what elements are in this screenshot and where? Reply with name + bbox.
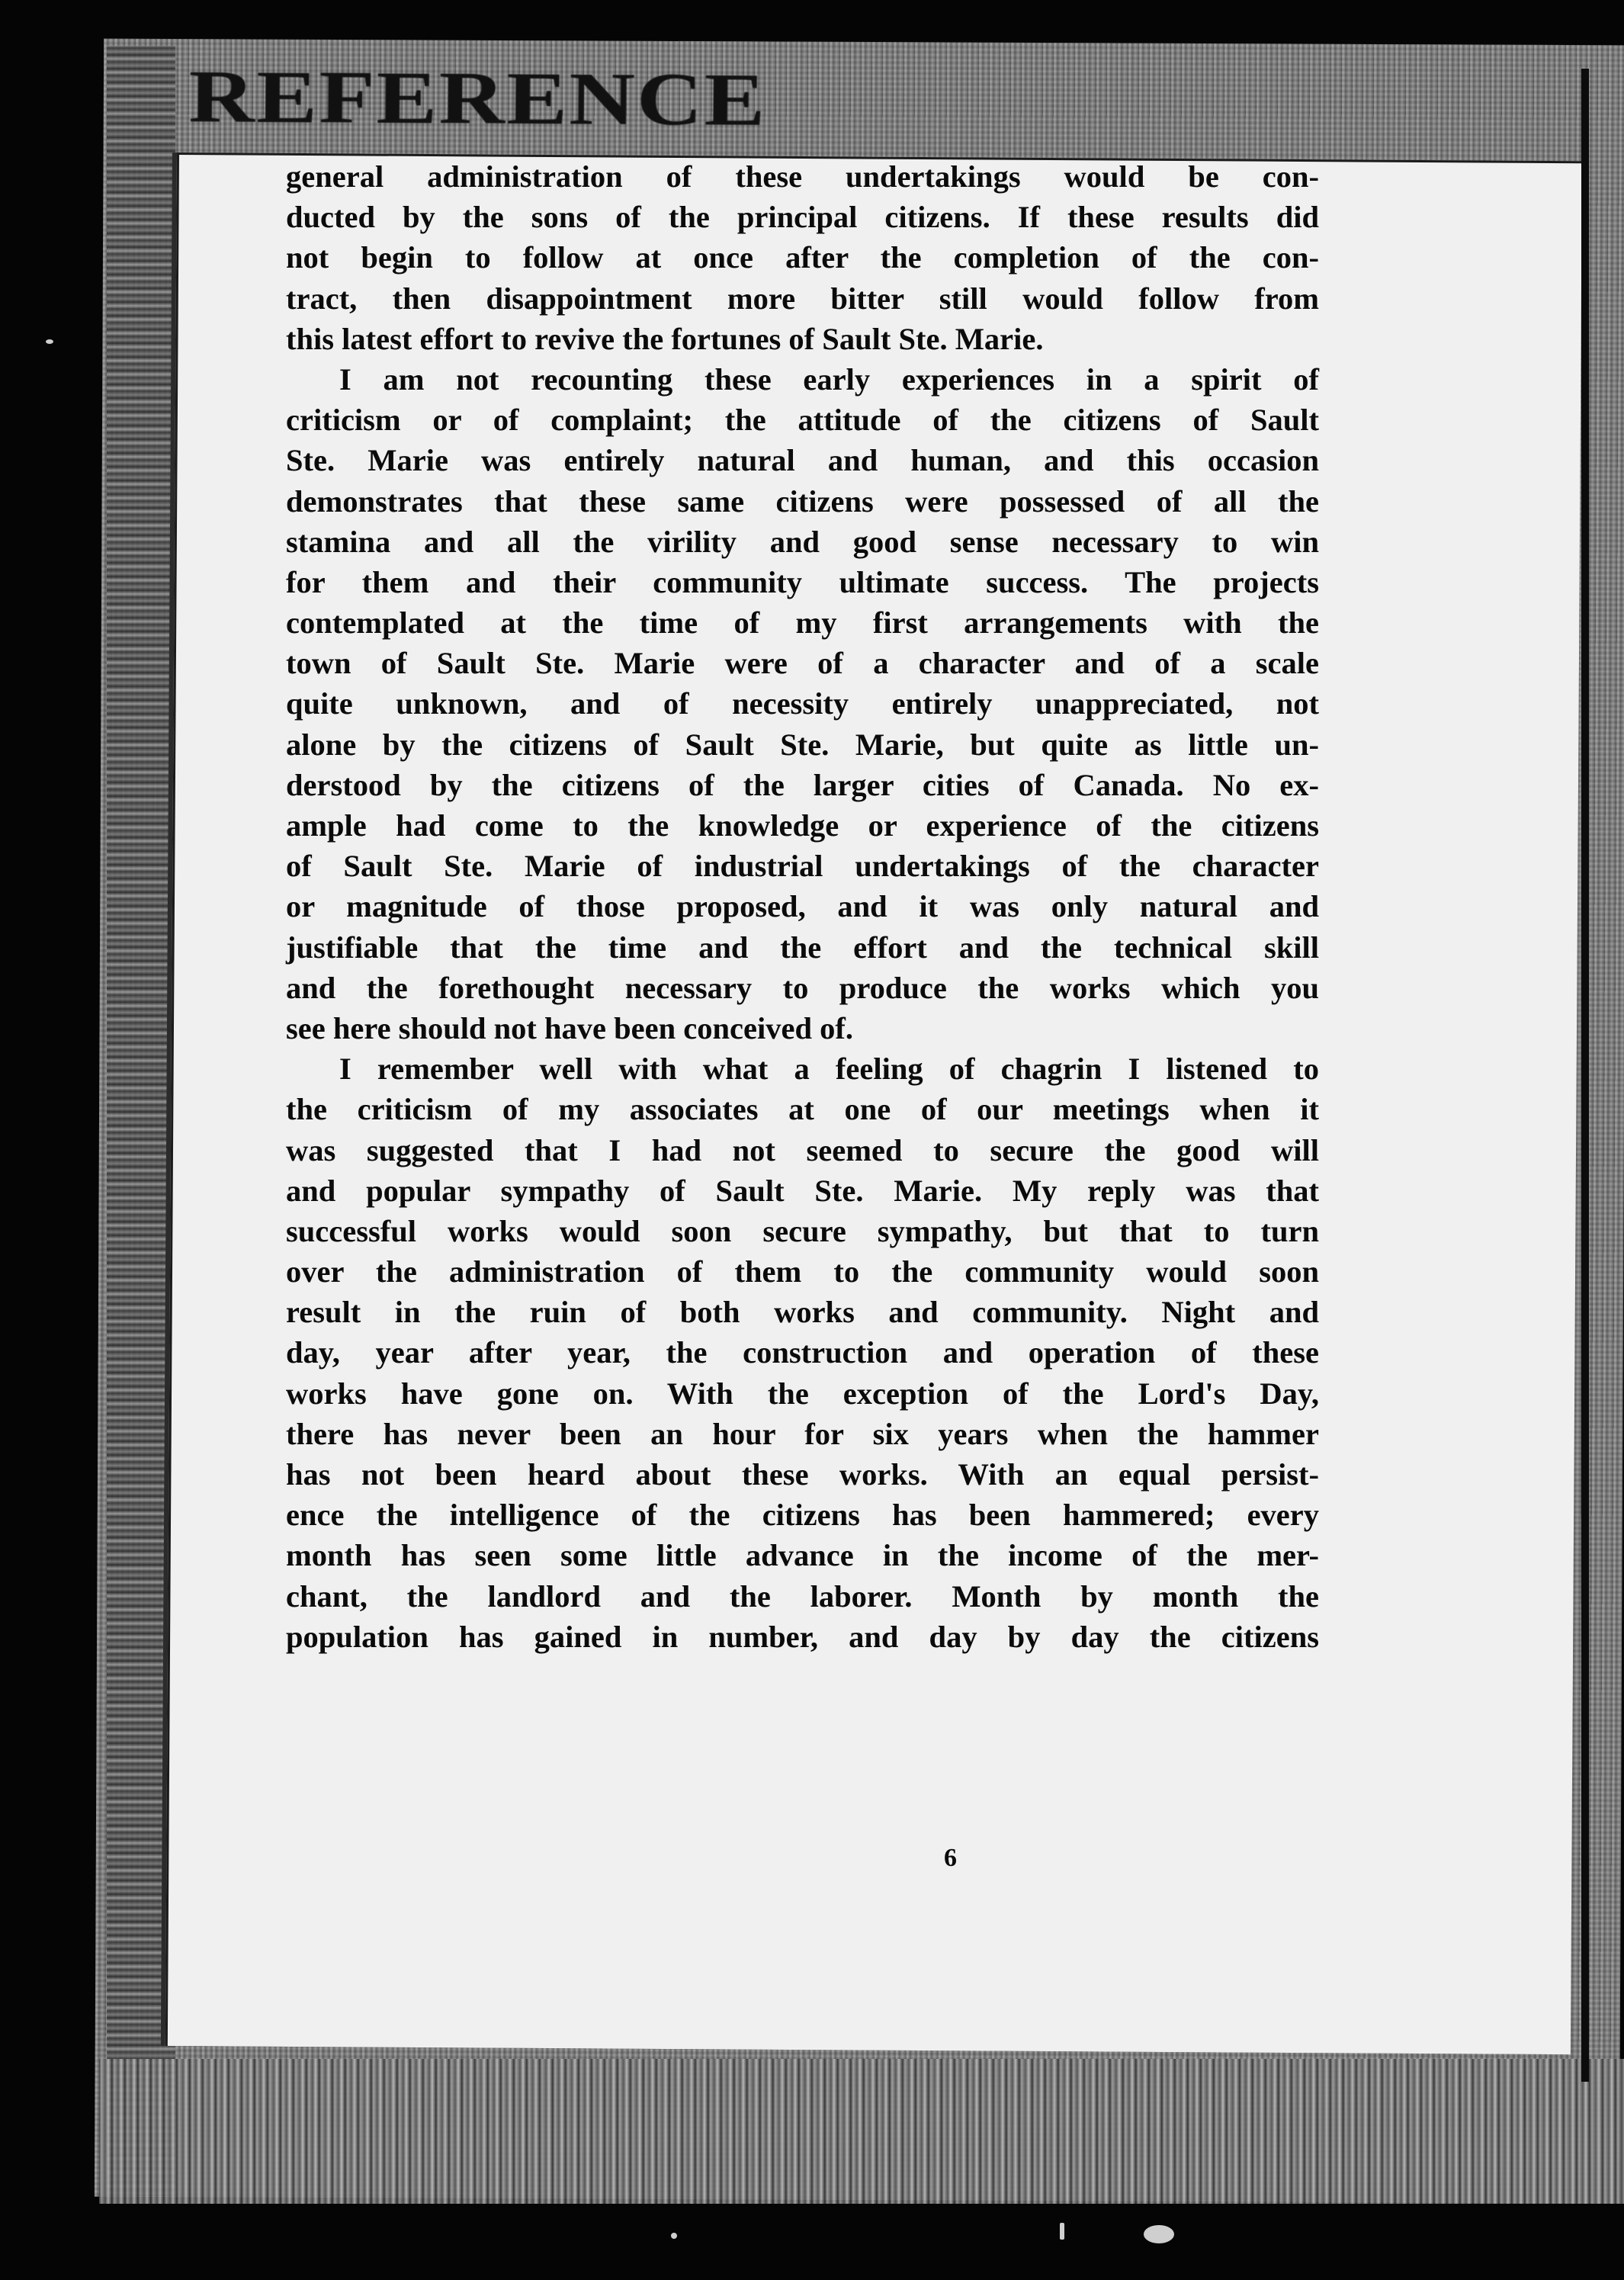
- text-line: there has never been an hour for six years when the hammer: [286, 1416, 1319, 1451]
- text-line: month has seen some little advance in the income of the mer-: [286, 1538, 1319, 1573]
- text-line: quite unknown, and of necessity entirely unappreciated, not: [286, 686, 1319, 721]
- text-line: the criticism of my associates at one of our meetings when it: [286, 1092, 1319, 1127]
- text-line: demonstrates that these same citizens were possessed of all the: [286, 483, 1319, 519]
- text-line: for them and their community ultimate success. The projects: [286, 564, 1319, 599]
- text-line: criticism or of complaint; the attitude of the citizens of Sault: [286, 403, 1319, 438]
- binding-spine-edge: [107, 46, 175, 2196]
- scan-speck: [1144, 2225, 1174, 2243]
- scan-speck: [671, 2233, 677, 2239]
- text-line: was suggested that I had not seemed to secure the good will: [286, 1132, 1319, 1167]
- text-line: not begin to follow at once after the completion of the con-: [286, 240, 1319, 275]
- text-line: I am not recounting these early experiences in a spirit of: [339, 361, 1319, 397]
- text-line: day, year after year, the construction and operation of these: [286, 1335, 1319, 1370]
- scan-speck: [46, 339, 53, 344]
- text-line: contemplated at the time of my first arrangements with the: [286, 605, 1319, 641]
- text-line: tract, then disappointment more bitter still would follow from: [286, 281, 1319, 316]
- text-line: chant, the landlord and the laborer. Month by month the: [286, 1578, 1319, 1614]
- text-line: ence the intelligence of the citizens has been hammered; every: [286, 1498, 1319, 1533]
- text-line: and popular sympathy of Sault Ste. Marie. My reply was that: [286, 1173, 1319, 1208]
- text-line: of Sault Ste. Marie of industrial undertakings of the character: [286, 849, 1319, 884]
- text-line: ample had come to the knowledge or experience of the citizens: [286, 808, 1319, 843]
- text-line: population has gained in number, and day by day the citizens: [286, 1619, 1319, 1654]
- text-line: over the administration of them to the community would soon: [286, 1254, 1319, 1289]
- text-line: works have gone on. With the exception of the Lord's Day,: [286, 1376, 1319, 1411]
- text-line: or magnitude of those proposed, and it was only natural and: [286, 889, 1319, 924]
- text-line: general administration of these undertakings would be con-: [286, 159, 1319, 194]
- scan-speck: [1060, 2223, 1064, 2240]
- text-line: ducted by the sons of the principal citizens. If these results did: [286, 200, 1319, 235]
- text-line: has not been heard about these works. With an equal persist-: [286, 1457, 1319, 1492]
- binding-bottom-edge: [99, 2059, 1624, 2204]
- text-line: stamina and all the virility and good sense necessary to win: [286, 524, 1319, 559]
- text-line: this latest effort to revive the fortunes of Sault Ste. Marie.: [286, 321, 1044, 356]
- text-line: and the forethought necessary to produce the works which you: [286, 970, 1319, 1005]
- text-line: alone by the citizens of Sault Ste. Marie, but quite as little un-: [286, 727, 1319, 762]
- page-number: 6: [944, 1844, 957, 1872]
- reference-stamp: REFERENCE: [188, 54, 768, 142]
- text-line: result in the ruin of both works and community. Night and: [286, 1295, 1319, 1330]
- body-text: [286, 156, 1319, 1657]
- text-line: town of Sault Ste. Marie were of a character and of a scale: [286, 646, 1319, 681]
- text-line: successful works would soon secure sympathy, but that to turn: [286, 1213, 1319, 1248]
- text-line: justifiable that the time and the effort and the technical skill: [286, 930, 1319, 965]
- text-line: see here should not have been conceived of.: [286, 1010, 853, 1045]
- text-line: I remember well with what a feeling of chagrin I listened to: [339, 1052, 1319, 1087]
- paper-right-edge: [1581, 69, 1589, 2082]
- text-line: Ste. Marie was entirely natural and human, and this occasion: [286, 443, 1319, 478]
- text-line: derstood by the citizens of the larger cities of Canada. No ex-: [286, 767, 1319, 802]
